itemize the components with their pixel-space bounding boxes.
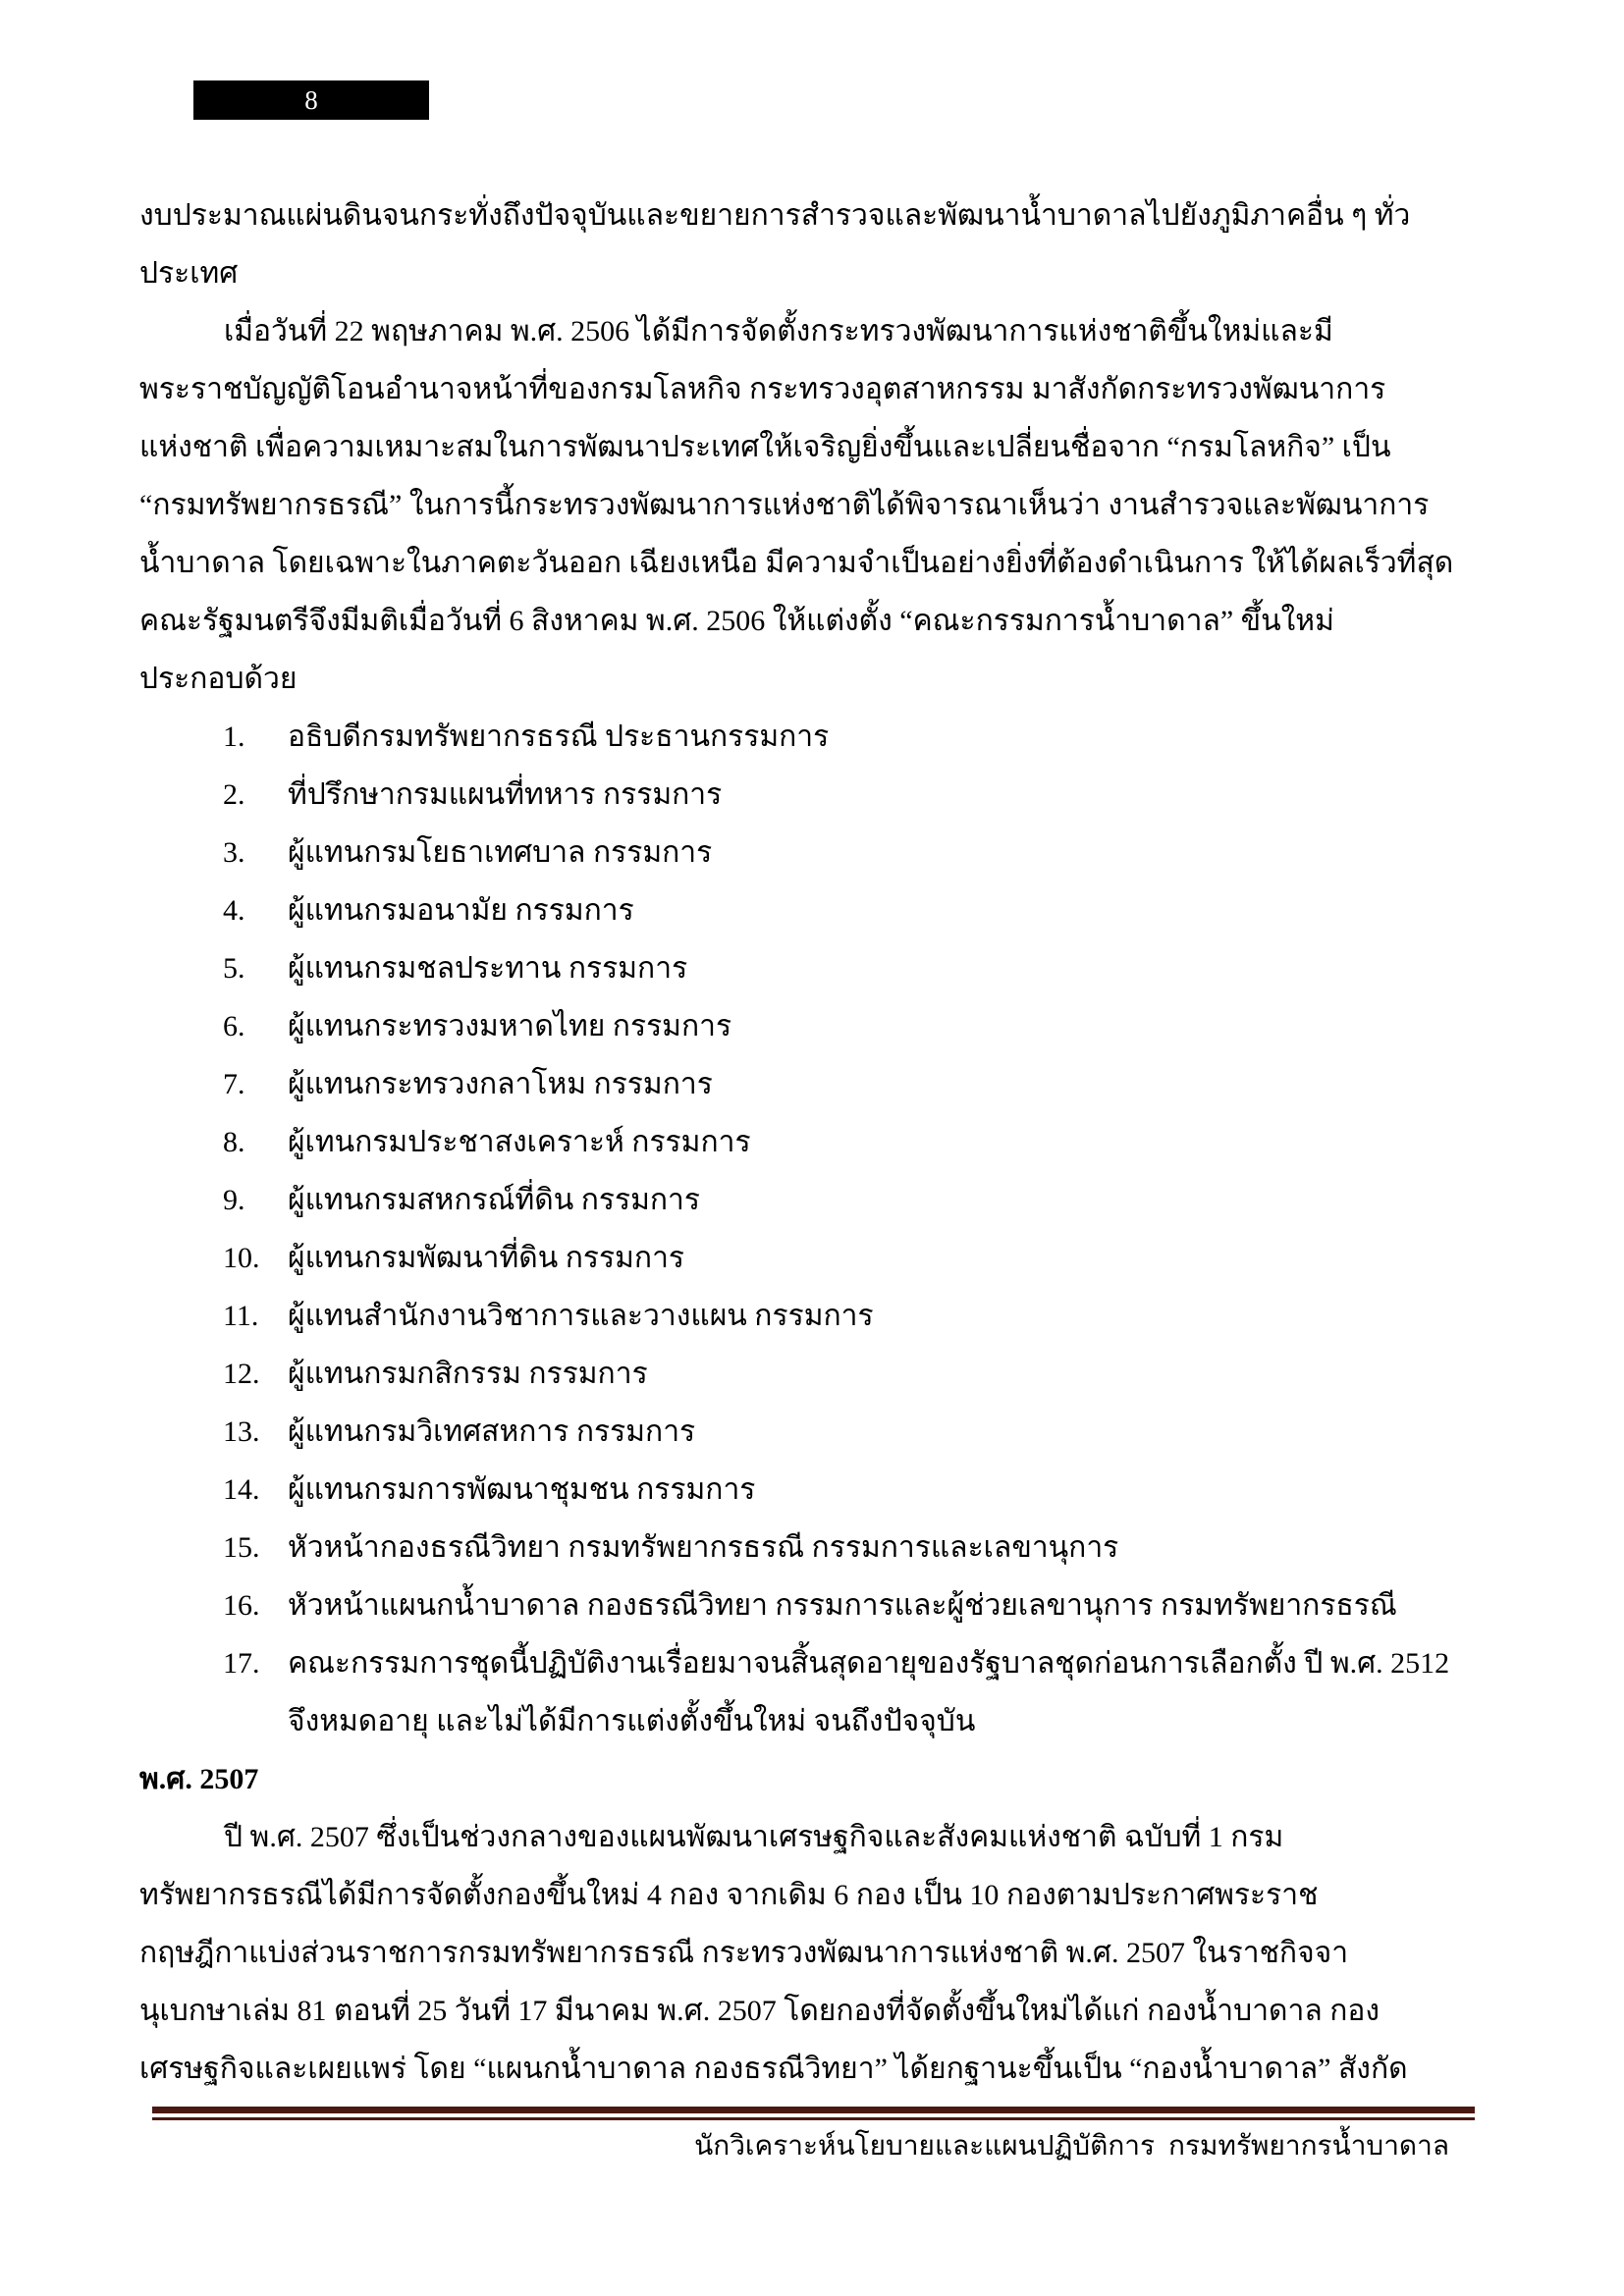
list-item <box>223 997 1487 1055</box>
text-line: คณะรัฐมนตรีจึงมีมติเมื่อวันที่ 6 สิงหาคม พ.ศ. 2506 ให้แต่งตั้ง “คณะกรรมการน้ำบาดาล” ขึ้นใหม่ <box>139 605 1334 637</box>
footer-text: นักวิเคราะห์นโยบายและแผนปฏิบัติการ กรมทรัพยากรน้ำบาดาล <box>694 2131 1449 2162</box>
list-item-number: 5. <box>223 952 245 985</box>
list-item <box>223 824 1487 881</box>
list-item-number: 7. <box>223 1068 245 1100</box>
list-item-text: อธิบดีกรมทรัพยากรธรณี ประธานกรรมการ <box>288 721 830 753</box>
list-item <box>223 1576 1487 1634</box>
list-item-number: 8. <box>223 1126 245 1158</box>
list-item-text: ผู้แทนกรมพัฒนาที่ดิน กรรมการ <box>288 1242 685 1274</box>
list-item-number: 17. <box>223 1647 260 1680</box>
list-item-number: 3. <box>223 836 245 869</box>
list-item-text: ผู้แทนกรมวิเทศสหการ กรรมการ <box>288 1415 696 1448</box>
list-item <box>223 939 1487 997</box>
list-item-text: ผู้แทนกรมกสิกรรม กรรมการ <box>288 1358 648 1390</box>
text-line: แห่งชาติ เพื่อความเหมาะสมในการพัฒนาประเทศให้เจริญยิ่งขึ้นและเปลี่ยนชื่อจาก “กรมโลหกิจ” เป็น <box>139 431 1391 463</box>
text-line: ปี พ.ศ. 2507 ซึ่งเป็นช่วงกลางของแผนพัฒนาเศรษฐกิจและสังคมแห่งชาติ ฉบับที่ 1 กรม <box>224 1821 1284 1853</box>
list-item <box>223 1519 1487 1576</box>
list-item-number: 4. <box>223 894 245 927</box>
footer-rule-thick <box>152 2107 1475 2113</box>
list-item-text: จึงหมดอายุ และไม่ได้มีการแต่งตั้งขึ้นใหม่ จนถึงปัจจุบัน <box>288 1705 976 1737</box>
document-content <box>139 187 1487 2098</box>
list-item-text: ผู้แทนสำนักงานวิชาการและวางแผน กรรมการ <box>288 1300 874 1332</box>
list-item-text: คณะกรรมการชุดนี้ปฏิบัติงานเรื่อยมาจนสิ้นสุดอายุของรัฐบาลชุดก่อนการเลือกตั้ง ปี พ.ศ. 2512 <box>288 1647 1450 1680</box>
list-item <box>223 1287 1487 1345</box>
list-item <box>223 1055 1487 1113</box>
list-item-number: 15. <box>223 1531 260 1564</box>
list-item <box>223 1461 1487 1519</box>
text-line: พระราชบัญญัติโอนอำนาจหน้าที่ของกรมโลหกิจ กระทรวงอุตสาหกรรม มาสังกัดกระทรวงพัฒนาการ <box>139 373 1386 405</box>
list-item <box>223 766 1487 824</box>
text-line: ประเทศ <box>139 257 239 290</box>
list-item-number: 9. <box>223 1184 245 1216</box>
text-line: กฤษฎีกาแบ่งส่วนราชการกรมทรัพยากรธรณี กระทรวงพัฒนาการแห่งชาติ พ.ศ. 2507 ในราชกิจจา <box>139 1937 1349 1969</box>
list-item-text: ที่ปรึกษากรมแผนที่ทหาร กรรมการ <box>288 778 723 811</box>
list-item-text: หัวหน้ากองธรณีวิทยา กรมทรัพยากรธรณี กรรมการและเลขานุการ <box>288 1531 1119 1564</box>
page-number-badge <box>193 80 429 120</box>
list-item-number: 16. <box>223 1589 260 1622</box>
paragraph-3 <box>139 1808 1487 2098</box>
list-item <box>223 1634 1487 1692</box>
text-line: น้ำบาดาล โดยเฉพาะในภาคตะวันออก เฉียงเหนือ มีความจำเป็นอย่างยิ่งที่ต้องดำเนินการ ให้ได้ผลเร็วที่สุด <box>139 547 1454 579</box>
list-item <box>223 881 1487 939</box>
list-item-number: 6. <box>223 1010 245 1042</box>
list-item <box>223 1113 1487 1171</box>
committee-list <box>223 708 1487 1750</box>
list-item-text: ผู้แทนกระทรวงกลาโหม กรรมการ <box>288 1068 713 1100</box>
footer-rule-thin <box>152 2117 1475 2120</box>
list-item-text: ผู้แทนกรมสหกรณ์ที่ดิน กรรมการ <box>288 1184 700 1216</box>
list-item-number: 13. <box>223 1415 260 1448</box>
text-line: เมื่อวันที่ 22 พฤษภาคม พ.ศ. 2506 ได้มีการจัดตั้งกระทรวงพัฒนาการแห่งชาติขึ้นใหม่และมี <box>224 315 1333 347</box>
paragraph-1 <box>139 187 1487 302</box>
list-item-text: หัวหน้าแผนกน้ำบาดาล กองธรณีวิทยา กรรมการและผู้ช่วยเลขานุการ กรมทรัพยากรธรณี <box>288 1589 1397 1622</box>
list-item-number: 11. <box>223 1300 259 1332</box>
list-item-number: 1. <box>223 721 245 753</box>
list-item-number: 2. <box>223 778 245 811</box>
list-item-text: ผู้แทนกรมชลประทาน กรรมการ <box>288 952 688 985</box>
text-line: นุเบกษาเล่ม 81 ตอนที่ 25 วันที่ 17 มีนาคม พ.ศ. 2507 โดยกองที่จัดตั้งขึ้นใหม่ได้แก่ กองน้ำบาดาล กอง <box>139 1995 1380 2027</box>
list-item <box>223 708 1487 766</box>
list-item-text: ผู้แทนกรมโยธาเทศบาล กรรมการ <box>288 836 713 869</box>
list-item <box>223 1345 1487 1403</box>
page-number: 8 <box>304 84 318 115</box>
list-item-text: ผู้แทนกรมอนามัย กรรมการ <box>288 894 634 927</box>
list-item <box>223 1229 1487 1287</box>
text-line: “กรมทรัพยากรธรณี” ในการนี้กระทรวงพัฒนาการแห่งชาติได้พิจารณาเห็นว่า งานสำรวจและพัฒนาการ <box>139 489 1430 521</box>
list-item-number: 12. <box>223 1358 260 1390</box>
list-item <box>223 1692 1487 1750</box>
list-item <box>223 1171 1487 1229</box>
paragraph-2 <box>139 302 1487 708</box>
section-heading: พ.ศ. 2507 <box>139 1763 259 1795</box>
text-line: ทรัพยากรธรณีได้มีการจัดตั้งกองขึ้นใหม่ 4 กอง จากเดิม 6 กอง เป็น 10 กองตามประกาศพระราช <box>139 1879 1319 1911</box>
list-item-number: 10. <box>223 1242 260 1274</box>
text-line: งบประมาณแผ่นดินจนกระทั่งถึงปัจจุบันและขยายการสำรวจและพัฒนาน้ำบาดาลไปยังภูมิภาคอื่น ๆ ทั่ว <box>139 199 1411 232</box>
text-line: ประกอบด้วย <box>139 663 298 695</box>
list-item-text: ผู้แทนกรมการพัฒนาชุมชน กรรมการ <box>288 1473 756 1506</box>
list-item-number <box>223 1692 288 1750</box>
list-item <box>223 1403 1487 1461</box>
list-item-number: 14. <box>223 1473 260 1506</box>
list-item-text: ผู้แทนกระทรวงมหาดไทย กรรมการ <box>288 1010 732 1042</box>
text-line: เศรษฐกิจและเผยแพร่ โดย “แผนกน้ำบาดาล กองธรณีวิทยา” ได้ยกฐานะขึ้นเป็น “กองน้ำบาดาล” สังกัด <box>139 2053 1408 2085</box>
list-item-text: ผู้เทนกรมประชาสงเคราะห์ กรรมการ <box>288 1126 751 1158</box>
